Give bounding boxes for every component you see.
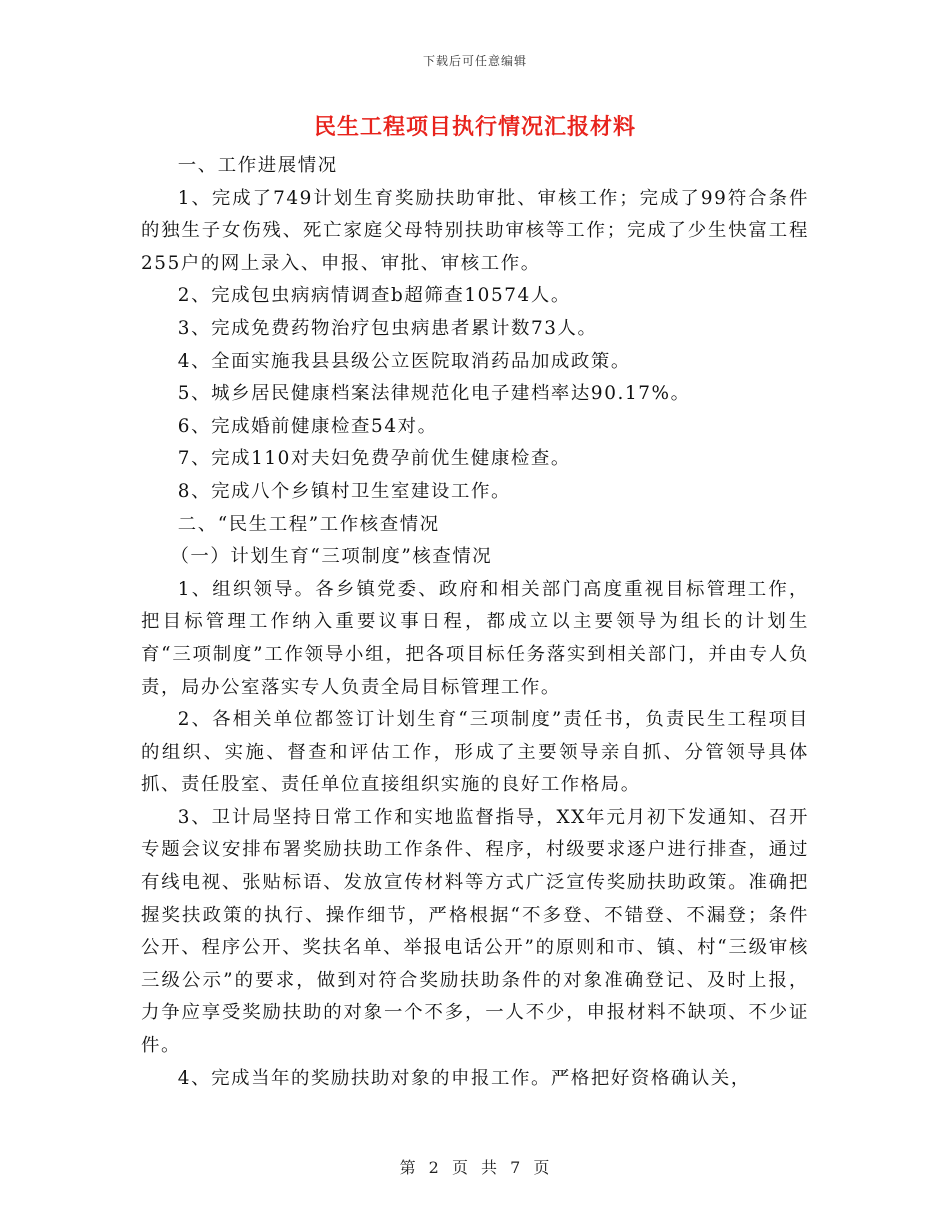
section-heading: 二、“民生工程”工作核查情况 — [177, 513, 440, 535]
section-heading: 一、工作进展情况 — [177, 155, 338, 176]
paragraph: 5、城乡居民健康档案法律规范化电子建档率达90.17%。 — [177, 383, 691, 405]
subsection-heading: （一）计划生育“三项制度”核查情况 — [170, 546, 493, 568]
paragraph: 7、完成110对夫妇免费孕前优生健康检查。 — [177, 448, 571, 470]
paragraph: 1、完成了749计划生育奖励扶助审批、审核工作；完成了99符合条件的独生子女伤残、死亡家庭父母特别扶助审核等工作；完成了少生快富工程255户的网上录入、申报、审批、审核工作。 — [141, 187, 809, 274]
page-number-footer: 第 2 页 共 7 页 — [399, 1158, 551, 1177]
paragraph: 2、各相关单位都签订计划生育“三项制度”责任书，负责民生工程项目的组织、实施、督查和评估工作，形成了主要领导亲自抓、分管领导具体抓、责任股室、责任单位直接组织实施的良好工作格局。 — [141, 709, 809, 796]
header-note: 下载后可任意编辑 — [422, 54, 527, 68]
paragraph: 6、完成婚前健康检查54对。 — [177, 415, 438, 437]
paragraph: 3、完成免费药物治疗包虫病患者累计数73人。 — [177, 317, 598, 339]
paragraph: 1、组织领导。各乡镇党委、政府和相关部门高度重视目标管理工作，把目标管理工作纳入重要议事日程，都成立以主要领导为组长的计划生育“三项制度”工作领导小组，把各项目标任务落实到相关部门，并由专人负责，局办公室落实专人负责全局目标管理工作。 — [141, 578, 809, 698]
paragraph: 4、完成当年的奖励扶助对象的申报工作。严格把好资格确认关， — [177, 1067, 751, 1089]
document-title: 民生工程项目执行情况汇报材料 — [313, 114, 636, 140]
paragraph: 8、完成八个乡镇村卫生室建设工作。 — [177, 480, 511, 502]
document-body — [141, 150, 809, 1095]
paragraph: 2、完成包虫病病情调查b超筛查10574人。 — [177, 285, 571, 307]
paragraph: 3、卫计局坚持日常工作和实地监督指导，XX年元月初下发通知、召开专题会议安排布署奖励扶助工作条件、程序，村级要求逐户进行排查，通过有线电视、张贴标语、发放宣传材料等方式广泛宣传奖励扶助政策。准确把握奖扶政策的执行、操作细节，严格根据“不多登、不错登、不漏登；条件公开、程序公开、奖扶名单、举报电话公开”的原则和市、镇、村“三级审核三级公示”的要求，做到对符合奖励扶助条件的对象准确登记、及时上报，力争应享受奖励扶助的对象一个不多，一人不少，申报材料不缺项、不少证件。 — [141, 806, 809, 1057]
paragraph: 4、全面实施我县县级公立医院取消药品加成政策。 — [177, 350, 631, 372]
